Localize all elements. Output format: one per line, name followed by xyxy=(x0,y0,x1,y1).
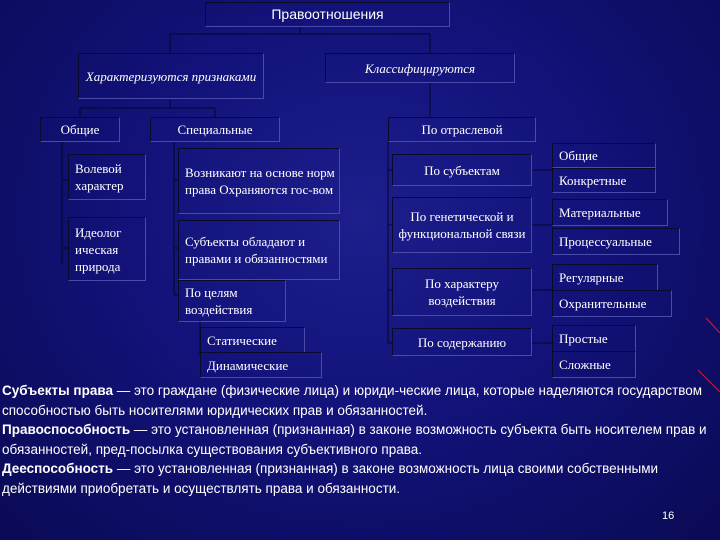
classification-item: По субъектам xyxy=(392,154,532,186)
branch-characterized: Характеризуются признаками xyxy=(78,53,264,99)
definition-text: — это установленная (признанная) в законе возможность лица своими собственными действиями приобретать и осуществлять права и обязанности. xyxy=(2,461,659,496)
type-item: Конкретные xyxy=(552,168,656,193)
classification-item: По генетической и функциональной связи xyxy=(392,197,532,253)
root-node: Правоотношения xyxy=(205,2,450,27)
special-sub-item: Динамические xyxy=(200,352,322,378)
special-sub-item: Статические xyxy=(200,327,305,353)
type-item: Регулярные xyxy=(552,264,658,291)
type-item: Общие xyxy=(552,143,656,168)
definition-term: Правоспособность xyxy=(2,422,131,437)
type-item: Процессуальные xyxy=(552,228,680,255)
general-features: Общие xyxy=(40,117,120,142)
definition-term: Субъекты права xyxy=(2,383,113,398)
definition-text: — это граждане (физические лица) и юриди-ческие лица, которые наделяются государством способностью быть носителями юридических прав и обязанностей. xyxy=(2,383,703,418)
classification-item: По характеру воздействия xyxy=(392,268,532,316)
type-item: Простые xyxy=(552,325,636,352)
special-item: Возникают на основе норм права Охраняются гос-вом xyxy=(178,148,340,214)
branch-classified: Классифицируются xyxy=(325,53,515,83)
general-item: Волевой характер xyxy=(68,154,146,200)
type-item: Материальные xyxy=(552,199,668,226)
page-number: 16 xyxy=(662,510,675,522)
definition-text: — это установленная (признанная) в законе возможность субъекта быть носителем прав и обязанностей, пред-посылка существования субъективного права. xyxy=(2,422,707,457)
special-item: По целям воздействия xyxy=(178,280,286,322)
general-item: Идеолог ическая природа xyxy=(68,217,146,281)
definition-term: Дееспособность xyxy=(2,461,114,476)
special-item: Субъекты обладают и правами и обязанностями xyxy=(178,220,340,280)
type-item: Сложные xyxy=(552,351,636,378)
definitions-text xyxy=(2,381,714,498)
classification-item: По содержанию xyxy=(392,328,532,356)
special-features: Специальные xyxy=(150,117,280,142)
type-item: Охранительные xyxy=(552,290,672,317)
classification-item: По отраслевой xyxy=(388,117,536,142)
